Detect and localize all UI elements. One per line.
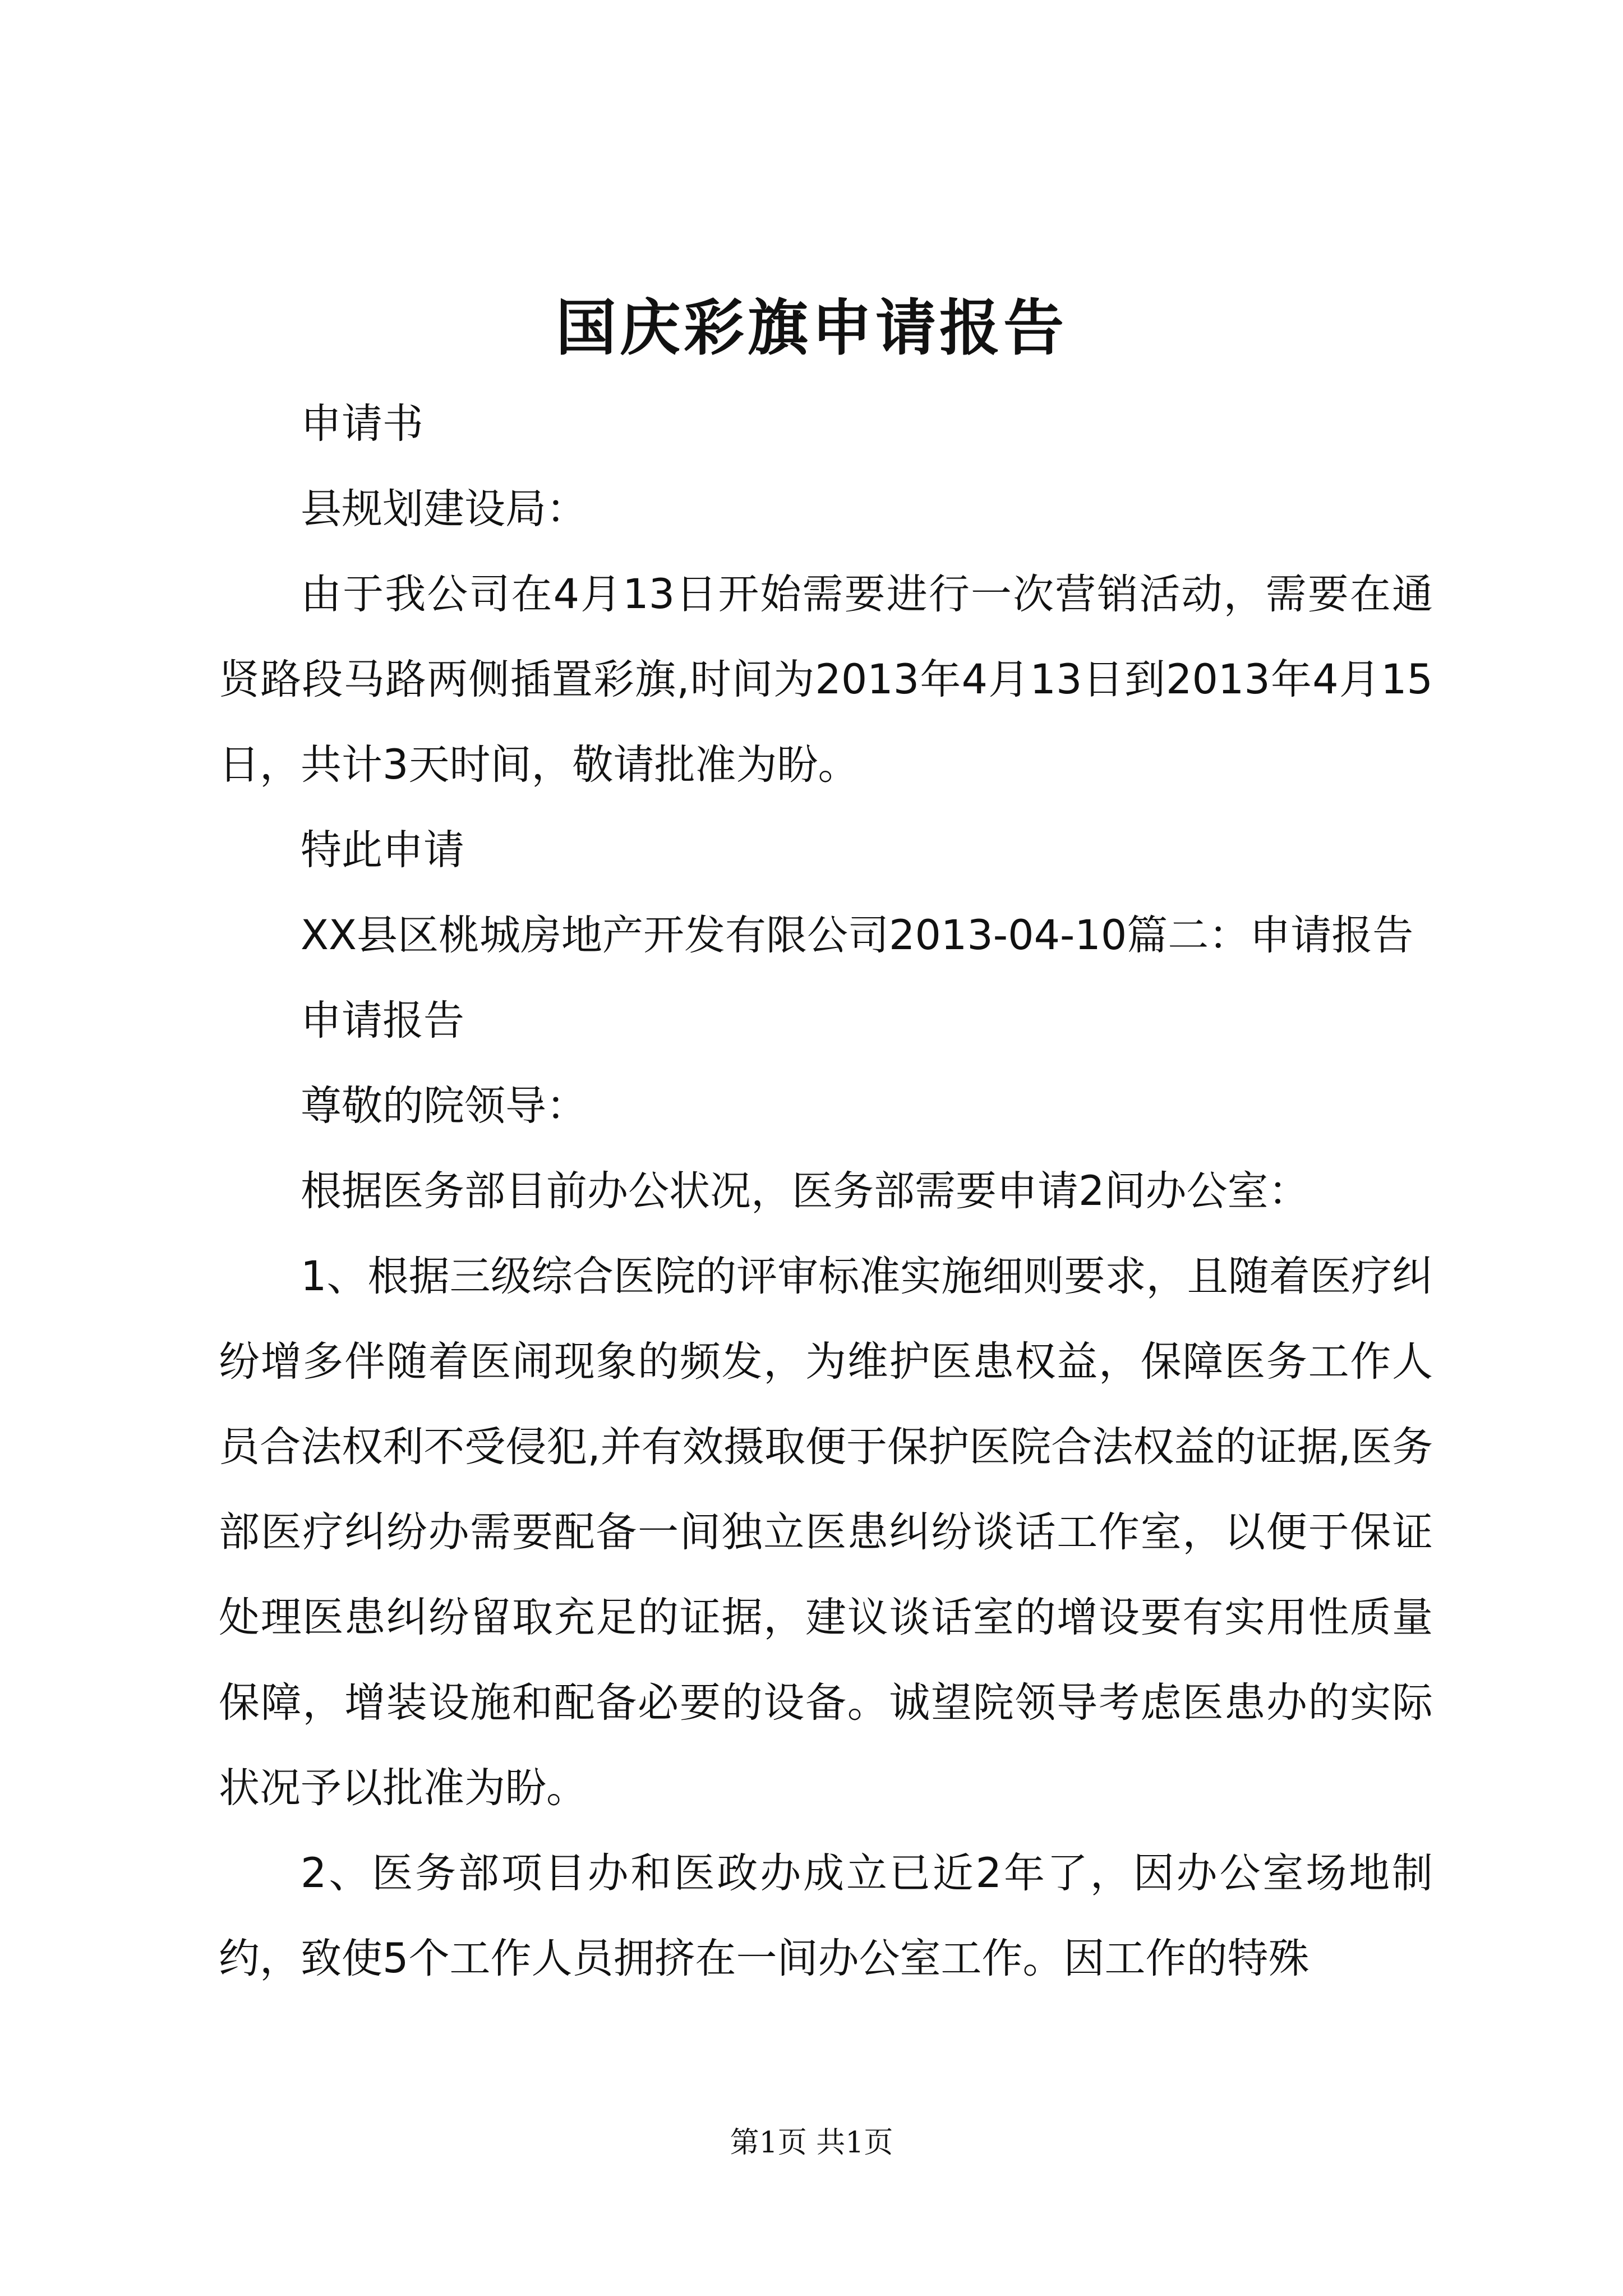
paragraph: 特此申请 <box>301 826 464 874</box>
document-title: 国庆彩旗申请报告 <box>555 293 1067 364</box>
paragraph: 尊敬的院领导： <box>301 1082 587 1130</box>
paragraph: 根据医务部目前办公状况，医务部需要申请2间办公室： <box>301 1167 1310 1215</box>
document-body <box>219 381 1433 2001</box>
paragraph: 由于我公司在4月13日开始需要进行一次营销活动，需要在通贤路段马路两侧插置彩旗,时间为2013年4月13日到2013年4月15日，共计3天时间，敬请批准为盼。 <box>219 570 1433 789</box>
paragraph: XX县区桃城房地产开发有限公司2013-04-10篇二：申请报告 <box>301 912 1414 959</box>
paragraph: 县规划建设局： <box>301 485 587 533</box>
paragraph: 申请报告 <box>301 997 464 1045</box>
paragraph: 2、医务部项目办和医政办成立已近2年了，因办公室场地制约，致使5个工作人员拥挤在一间办公室工作。因工作的特殊 <box>219 1849 1433 1982</box>
paragraph: 申请书 <box>301 400 423 448</box>
paragraph: 1、根据三级综合医院的评审标准实施细则要求，且随着医疗纠纷增多伴随着医闹现象的频发，为维护医患权益，保障医务工作人员合法权利不受侵犯,并有效摄取便于保护医院合法权益的证据,医务部医疗纠纷办需要配备一间独立医患纠纷谈话工作室，以便于保证处理医患纠纷留取充足的证据，建议谈话室的增设要有实用性质量保障，增装设施和配备必要的设备。诚望院领导考虑医患办的实际状况予以批准为盼。 <box>219 1253 1433 1812</box>
page-footer: 第1页 共1页 <box>730 2126 893 2160</box>
